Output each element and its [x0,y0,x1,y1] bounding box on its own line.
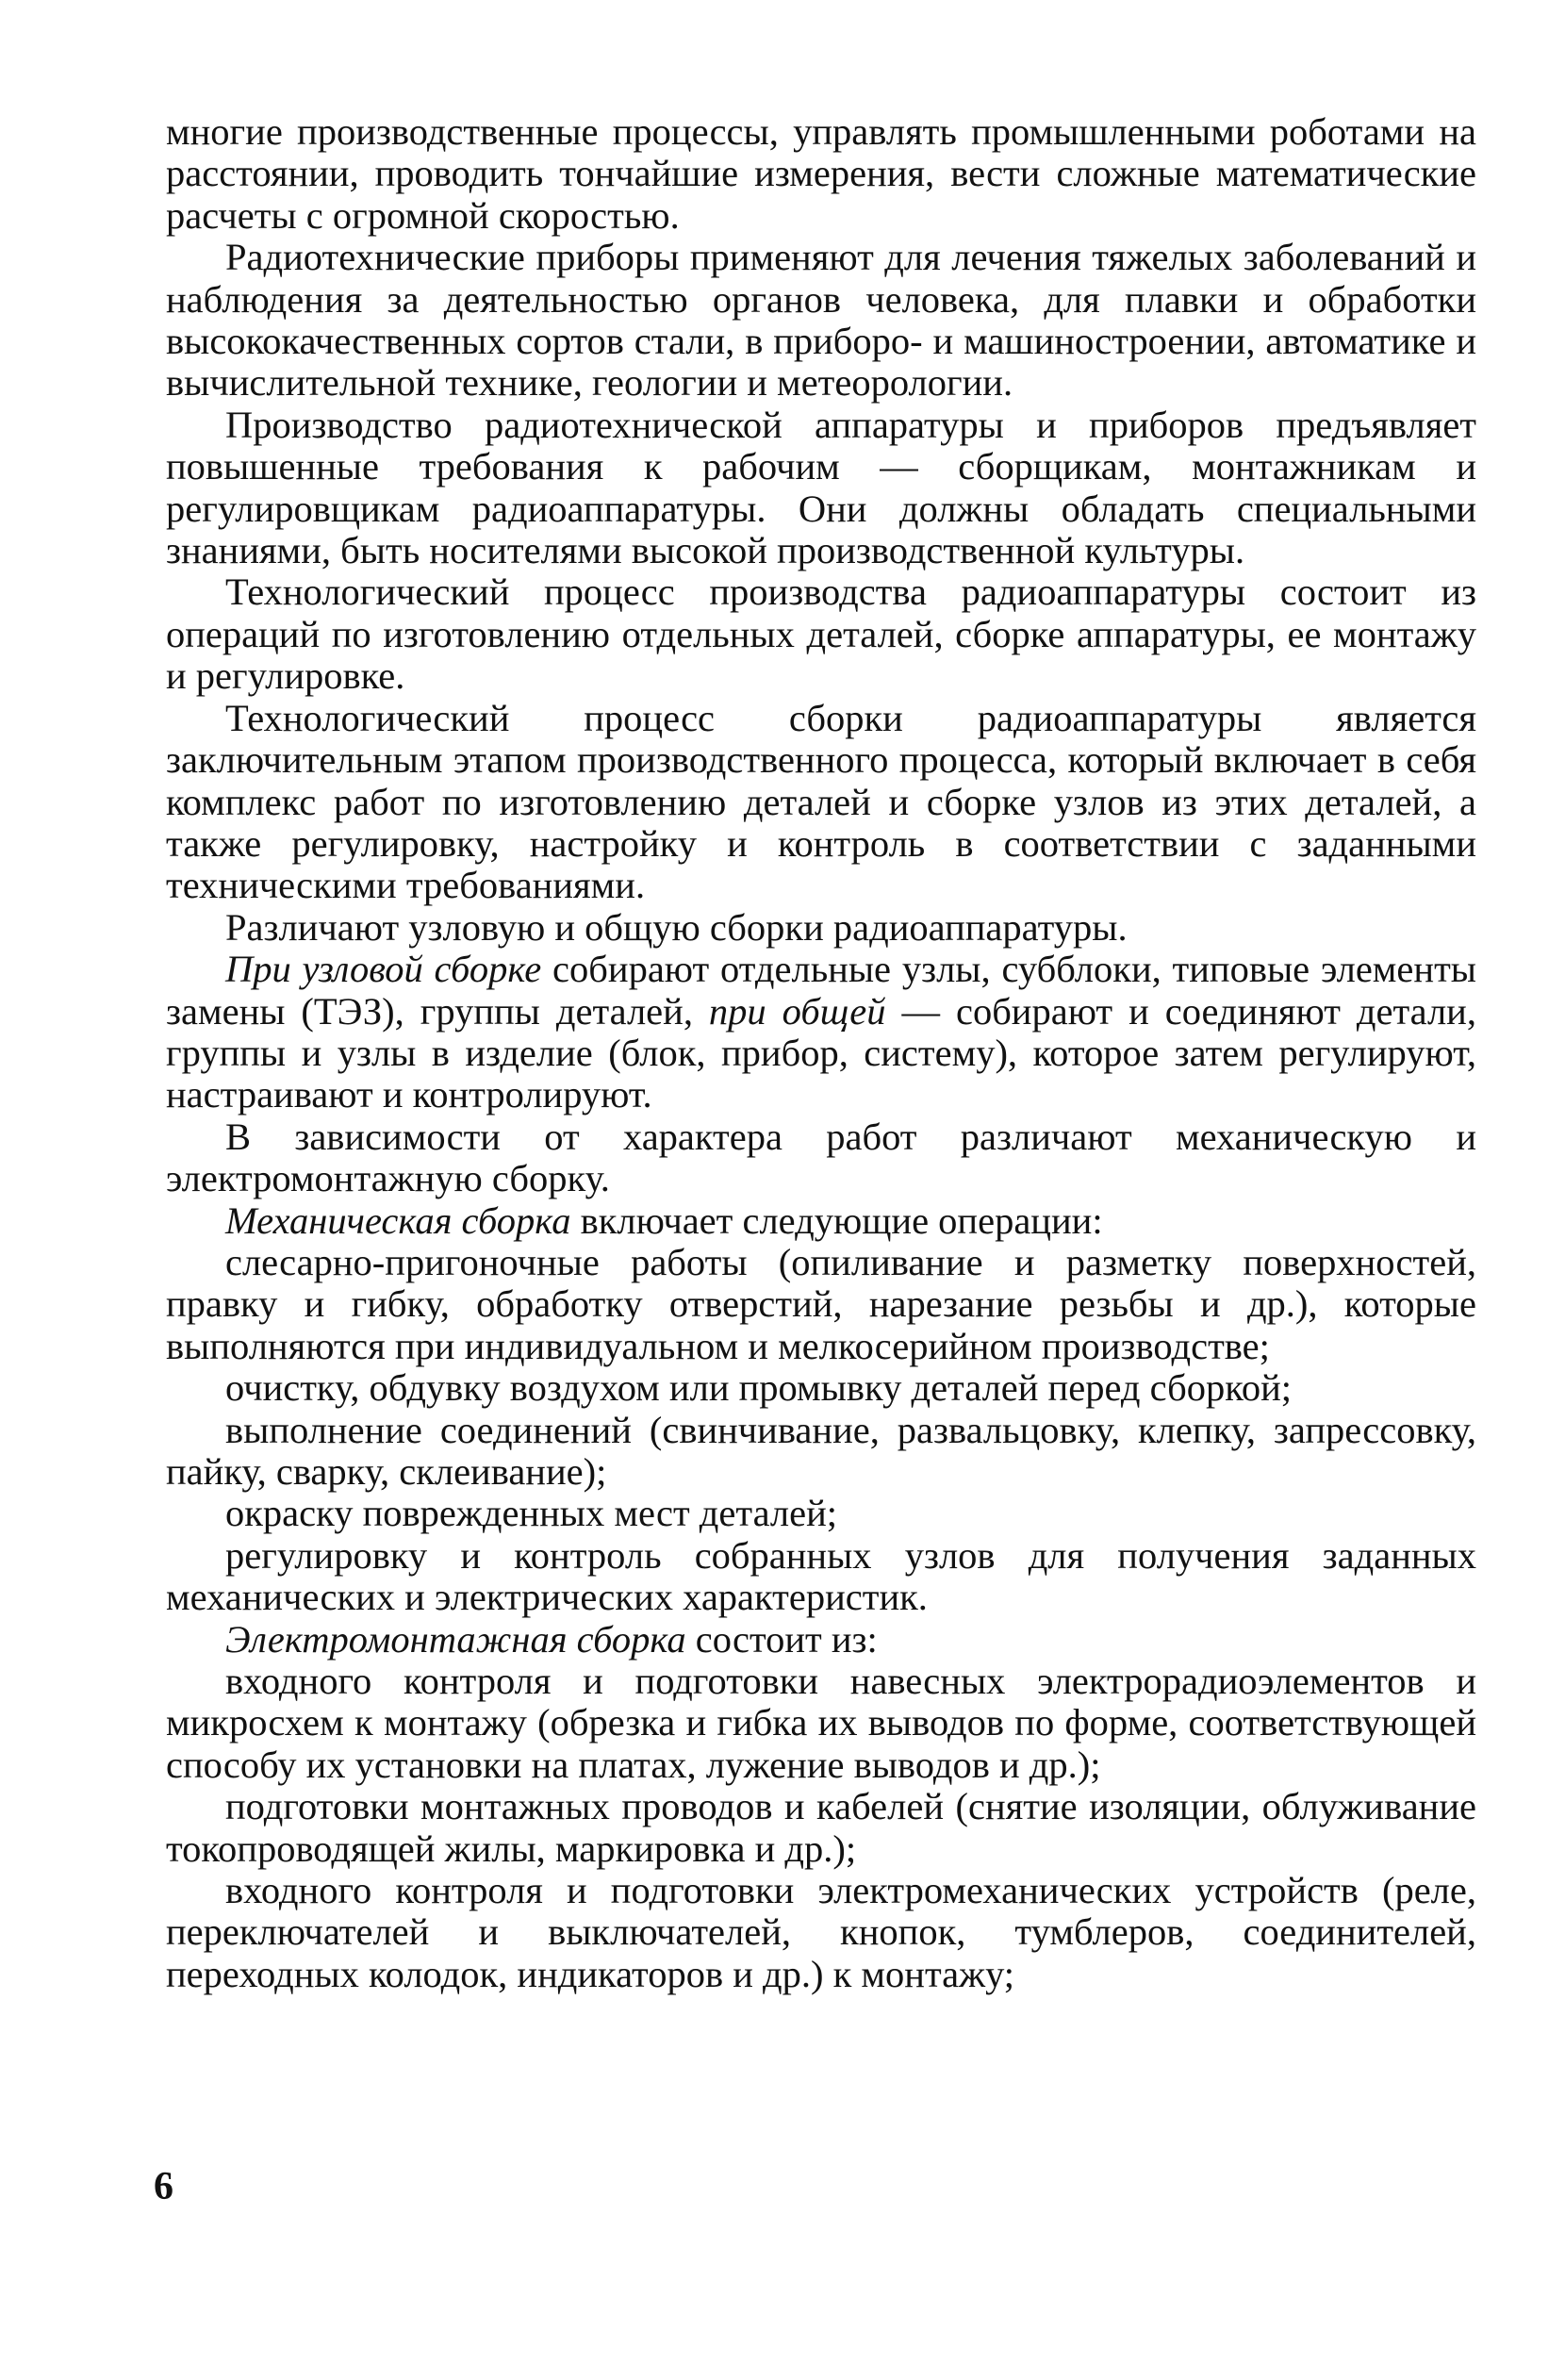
term-unit-assembly: При узловой сборке [225,948,542,991]
list-item-input-control-devices: входного контроля и подготовки электромеханических устройств (реле, переключателей и выключателей, кнопок, тумблеров, соединителей, переходных колодок, индикаторов и др.) к монтажу; [166,1869,1476,1995]
page-number: 6 [154,2165,173,2208]
paragraph-electrical-assembly-intro [166,1619,1476,1661]
term-electrical-assembly: Электромонтажная сборка [225,1617,686,1661]
paragraph-text: включает следующие операции: [570,1198,1103,1242]
paragraph-continuation: многие производственные процессы, управлять промышленными роботами на расстоянии, проводить тончайшие измерения, вести сложные математические расчеты с огромной скоростью. [166,110,1476,237]
paragraph-radio-devices: Радиотехнические приборы применяют для лечения тяжелых заболеваний и наблюдения за деятельностью органов человека, для плавки и обработки высококачественных сортов стали, в приборо- и машиностроении, автоматике и вычислительной технике, геологии и метеорологии. [166,236,1476,405]
list-item-joining: выполнение соединений (свинчивание, развальцовку, клепку, запрессовку, пайку, сварку, склеивание); [166,1408,1476,1493]
paragraph-text: состоит из: [685,1617,878,1661]
list-item-input-control-elements: входного контроля и подготовки навесных электрорадиоэлементов и микросхем к монтажу (обрезка и гибка их выводов по форме, соответствующей способу их установки на платах, лужение выводов и др.); [166,1660,1476,1786]
paragraph-technological-process: Технологический процесс производства радиоаппаратуры состоит из операций по изготовлению отдельных деталей, сборке аппаратуры, ее монтажу и регулировке. [166,570,1476,698]
page-body [166,111,1476,1995]
paragraph-text: — собирают и соединяют детали, группы и узлы в изделие (блок, прибор, систему), которое затем регулируют, настраивают и контролируют. [166,989,1476,1116]
paragraph-unit-and-general-assembly [166,949,1476,1116]
list-item-painting: окраску поврежденных мест деталей; [225,1492,838,1535]
paragraph-work-character: В зависимости от характера работ различают механическую и электромонтажную сборку. [166,1115,1476,1200]
term-general-assembly: при общей [708,989,886,1033]
list-item-wires-preparation: подготовки монтажных проводов и кабелей (снятие изоляции, облуживание токопроводящей жилы, маркировка и др.); [166,1785,1476,1870]
paragraph-production-requirements: Производство радиотехнической аппаратуры и приборов предъявляет повышенные требования к рабочим — сборщикам, монтажникам и регулировщикам радиоаппаратуры. Они должны обладать специальными знаниями, быть носителями высокой производственной культуры. [166,403,1476,572]
paragraph-assembly-process: Технологический процесс сборки радиоаппаратуры является заключительным этапом производственного процесса, который включает в себя комплекс работ по изготовлению деталей и сборке узлов из этих деталей, а также регулировку, настройку и контроль в соответствии с заданными техническими требованиями. [166,696,1476,907]
paragraph-text: собирают отдельные узлы, субблоки, типовые элементы замены (ТЭЗ), группы деталей, [166,948,1476,1033]
list-item-fitting-works: слесарно-пригоночные работы (опиливание и разметку поверхностей, правку и гибку, обработку отверстий, нарезание резьбы и др.), которые выполняются при индивидуальном и мелкосерийном производстве; [166,1240,1476,1367]
term-mechanical-assembly: Механическая сборка [225,1198,571,1242]
paragraph-mechanical-assembly-intro [166,1200,1476,1242]
paragraph-assembly-types: Различают узловую и общую сборки радиоаппаратуры. [225,905,1128,949]
list-item-adjustment: регулировку и контроль собранных узлов для получения заданных механических и электрических характеристик. [166,1533,1476,1619]
list-item-cleaning: очистку, обдувку воздухом или промывку деталей перед сборкой; [225,1366,1292,1410]
